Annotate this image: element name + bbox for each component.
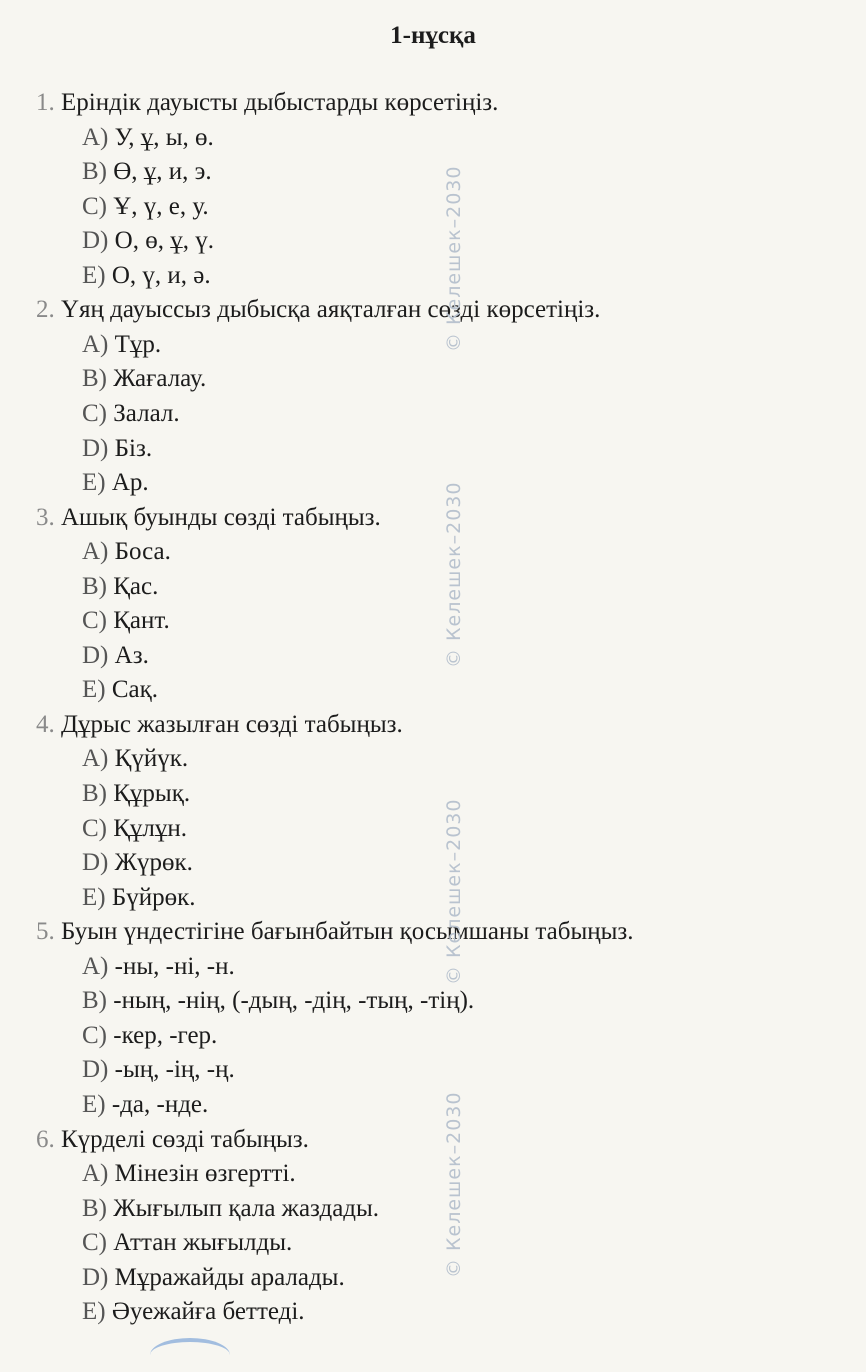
answer-option	[82, 572, 158, 602]
question-6	[36, 1125, 309, 1155]
answer-option	[82, 399, 180, 429]
answer-option	[82, 1263, 345, 1293]
question-3	[36, 503, 381, 533]
option-letter: C)	[82, 1021, 107, 1049]
option-text: Аз.	[114, 641, 149, 669]
option-letter: B)	[82, 1194, 107, 1222]
question-4	[36, 710, 403, 740]
option-text: Боса.	[114, 538, 171, 566]
question-number: 1.	[36, 89, 55, 116]
answer-option	[82, 986, 474, 1016]
answer-option	[82, 606, 170, 636]
option-text: Аттан жығылды.	[113, 1229, 293, 1257]
option-letter: E)	[82, 1090, 106, 1118]
option-letter: D)	[82, 227, 109, 255]
option-letter: E)	[82, 261, 106, 289]
watermark-text: © Келешек–2030	[443, 481, 465, 668]
question-number: 5.	[36, 918, 55, 946]
answer-option	[82, 226, 214, 256]
answer-option	[82, 779, 190, 809]
watermark-text: © Келешек–2030	[443, 165, 465, 352]
answer-option	[82, 744, 188, 774]
answer-option	[82, 123, 214, 153]
answer-option	[82, 468, 149, 498]
question-text: Ашық буынды сөзді табыңыз.	[61, 503, 381, 531]
option-text: Қас.	[113, 572, 159, 600]
answer-option	[82, 641, 149, 671]
option-text: Сақ.	[111, 676, 159, 704]
question-number: 2.	[36, 296, 55, 324]
option-text: Мұражайды аралады.	[114, 1263, 345, 1291]
answer-option	[82, 1055, 235, 1085]
answer-option	[82, 364, 206, 394]
option-letter: D)	[82, 641, 109, 669]
question-text: Дұрыс жазылған сөзді табыңыз.	[61, 710, 403, 738]
option-letter: C)	[82, 399, 107, 427]
question-text: Үяң дауыссыз дыбысқа аяқталған сөзді көрсетіңіз.	[61, 296, 601, 324]
option-text: Залал.	[113, 399, 180, 427]
option-text: Біз.	[114, 434, 153, 462]
option-letter: E)	[82, 676, 106, 704]
option-letter: A)	[82, 538, 109, 566]
option-letter: A)	[82, 952, 109, 980]
option-letter: D)	[82, 849, 109, 877]
option-text: О, ө, ұ, ү.	[114, 227, 214, 255]
question-2	[36, 295, 600, 325]
option-letter: A)	[82, 330, 109, 358]
answer-option	[82, 1194, 379, 1224]
option-text: Қүйүк.	[114, 745, 189, 773]
option-text: У, ұ, ы, ө.	[114, 123, 214, 151]
option-letter: A)	[82, 123, 109, 151]
question-number: 4.	[36, 710, 55, 738]
option-letter: E)	[82, 469, 106, 497]
option-letter: E)	[82, 883, 106, 911]
option-text: Жағалау.	[113, 365, 207, 393]
option-text: Қант.	[113, 607, 170, 635]
answer-option	[82, 883, 196, 913]
answer-option	[82, 1297, 305, 1327]
question-number: 6.	[36, 1125, 55, 1153]
page-title: 1-нұсқа	[390, 22, 476, 49]
option-text: Ар.	[111, 469, 149, 497]
watermark-text: © Келешек–2030	[443, 798, 465, 985]
option-letter: C)	[82, 1229, 107, 1257]
answer-option	[82, 537, 171, 567]
option-letter: B)	[82, 365, 107, 393]
option-text: Құлұн.	[113, 814, 188, 842]
option-text: -ың, -ің, -ң.	[114, 1056, 235, 1084]
option-text: -ның, -нің, (-дың, -дің, -тың, -тің).	[113, 987, 475, 1015]
option-letter: D)	[82, 434, 109, 462]
question-text: Күрделі сөзді табыңыз.	[61, 1125, 309, 1153]
option-letter: C)	[82, 192, 107, 220]
option-text: Құрық.	[113, 780, 191, 807]
option-text: -кер, -гер.	[113, 1021, 218, 1049]
option-letter: E)	[82, 1298, 106, 1326]
question-5	[36, 917, 634, 947]
answer-option	[82, 1228, 292, 1258]
option-letter: B)	[82, 572, 107, 600]
question-number: 3.	[36, 503, 55, 531]
question-text: Еріндік дауысты дыбыстарды көрсетіңіз.	[61, 89, 499, 116]
option-letter: A)	[82, 1160, 109, 1188]
answer-option	[82, 814, 187, 844]
option-letter: C)	[82, 607, 107, 635]
option-text: -ны, -ні, -н.	[114, 952, 235, 980]
question-1	[36, 88, 498, 118]
option-letter: B)	[82, 987, 107, 1015]
option-letter: C)	[82, 814, 107, 842]
option-letter: D)	[82, 1263, 109, 1291]
option-text: Бүйрөк.	[111, 883, 196, 911]
answer-option	[82, 192, 209, 222]
option-text: Әуежайға беттеді.	[111, 1298, 305, 1326]
question-text: Буын үндестігіне бағынбайтын қосымшаны табыңыз.	[61, 918, 634, 946]
answer-option	[82, 848, 193, 878]
stamp-fragment	[150, 1338, 230, 1372]
option-letter: B)	[82, 780, 107, 807]
option-letter: B)	[82, 158, 107, 186]
answer-option	[82, 261, 211, 291]
option-text: Ө, ұ, и, э.	[113, 158, 212, 186]
answer-option	[82, 330, 161, 360]
answer-option	[82, 1090, 208, 1120]
option-letter: D)	[82, 1056, 109, 1084]
answer-option	[82, 157, 212, 187]
option-text: О, ү, и, ә.	[111, 261, 211, 289]
option-text: -да, -нде.	[111, 1090, 209, 1118]
option-text: Тұр.	[114, 330, 162, 358]
option-text: Мінезін өзгертті.	[114, 1160, 296, 1188]
option-text: Жүрөк.	[114, 849, 193, 877]
answer-option	[82, 1021, 217, 1051]
option-text: Ұ, ү, е, у.	[113, 192, 209, 220]
option-letter: A)	[82, 745, 109, 773]
watermark-text: © Келешек–2030	[443, 1091, 465, 1278]
answer-option	[82, 434, 152, 464]
option-text: Жығылып қала жаздады.	[113, 1194, 380, 1222]
answer-option	[82, 1159, 296, 1189]
answer-option	[82, 675, 158, 705]
answer-option	[82, 952, 235, 982]
